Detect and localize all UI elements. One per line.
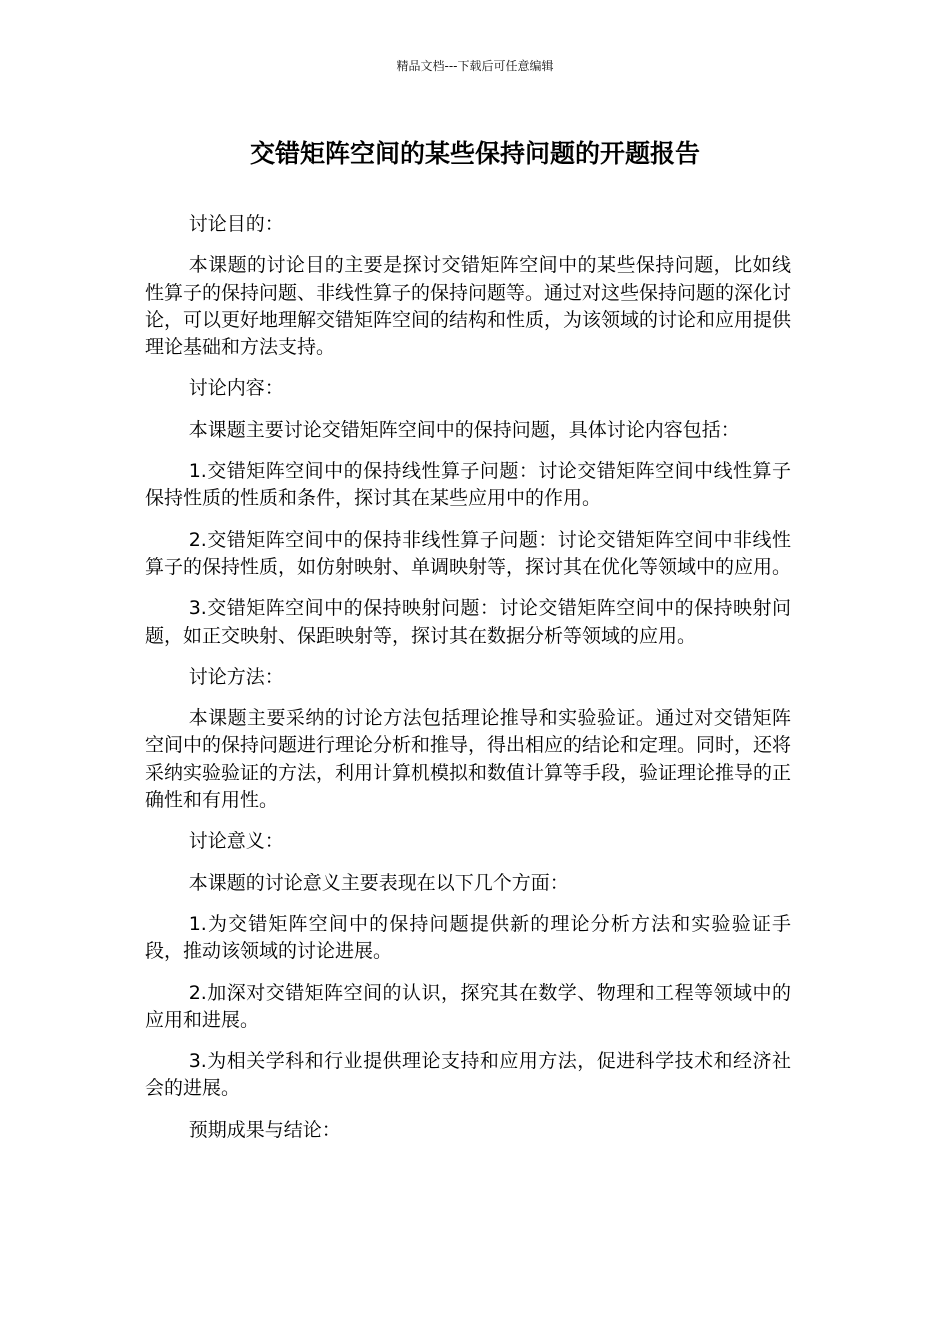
content-item-1: 1.交错矩阵空间中的保持线性算子问题：讨论交错矩阵空间中线性算子保持性质的性质和条件，探讨其在某些应用中的作用。 (145, 460, 791, 510)
significance-item-3: 3.为相关学科和行业提供理论支持和应用方法，促进科学技术和经济社会的进展。 (145, 1050, 791, 1100)
method-paragraph: 本课题主要采纳的讨论方法包括理论推导和实验验证。通过对交错矩阵空间中的保持问题进行理论分析和推导，得出相应的结论和定理。同时，还将采纳实验验证的方法，利用计算机模拟和数值计算等手段，验证理论推导的正确性和有用性。 (145, 707, 792, 812)
content-item-2: 2.交错矩阵空间中的保持非线性算子问题：讨论交错矩阵空间中非线性算子的保持性质，如仿射映射、单调映射等，探讨其在优化等领域中的应用。 (145, 528, 792, 578)
significance-item-2: 2.加深对交错矩阵空间的认识，探究其在数学、物理和工程等领域中的应用和进展。 (145, 981, 791, 1031)
heading-purpose: 讨论目的： (188, 213, 284, 235)
heading-content: 讨论内容： (188, 377, 284, 400)
purpose-paragraph: 本课题的讨论目的主要是探讨交错矩阵空间中的某些保持问题，比如线性算子的保持问题、非线性算子的保持问题等。通过对这些保持问题的深化讨论，可以更好地理解交错矩阵空间的结构和性质，为该领域的讨论和应用提供理论基础和方法支持。 (145, 254, 792, 359)
document-body (145, 211, 791, 1158)
document-title: 交错矩阵空间的某些保持问题的开题报告 (249, 139, 700, 168)
significance-item-1: 1.为交错矩阵空间中的保持问题提供新的理论分析方法和实验验证手段，推动该领域的讨论进展。 (145, 912, 791, 963)
content-intro: 本课题主要讨论交错矩阵空间中的保持问题，具体讨论内容包括： (188, 418, 740, 441)
header-note: 精品文档---下载后可任意编辑 (396, 59, 554, 73)
significance-intro: 本课题的讨论意义主要表现在以下几个方面： (188, 871, 569, 894)
heading-expected-results: 预期成果与结论： (188, 1118, 341, 1141)
heading-method: 讨论方法： (188, 665, 284, 688)
heading-significance: 讨论意义： (188, 830, 284, 853)
content-item-3: 3.交错矩阵空间中的保持映射问题：讨论交错矩阵空间中的保持映射问题，如正交映射、保距映射等，探讨其在数据分析等领域的应用。 (145, 597, 791, 647)
